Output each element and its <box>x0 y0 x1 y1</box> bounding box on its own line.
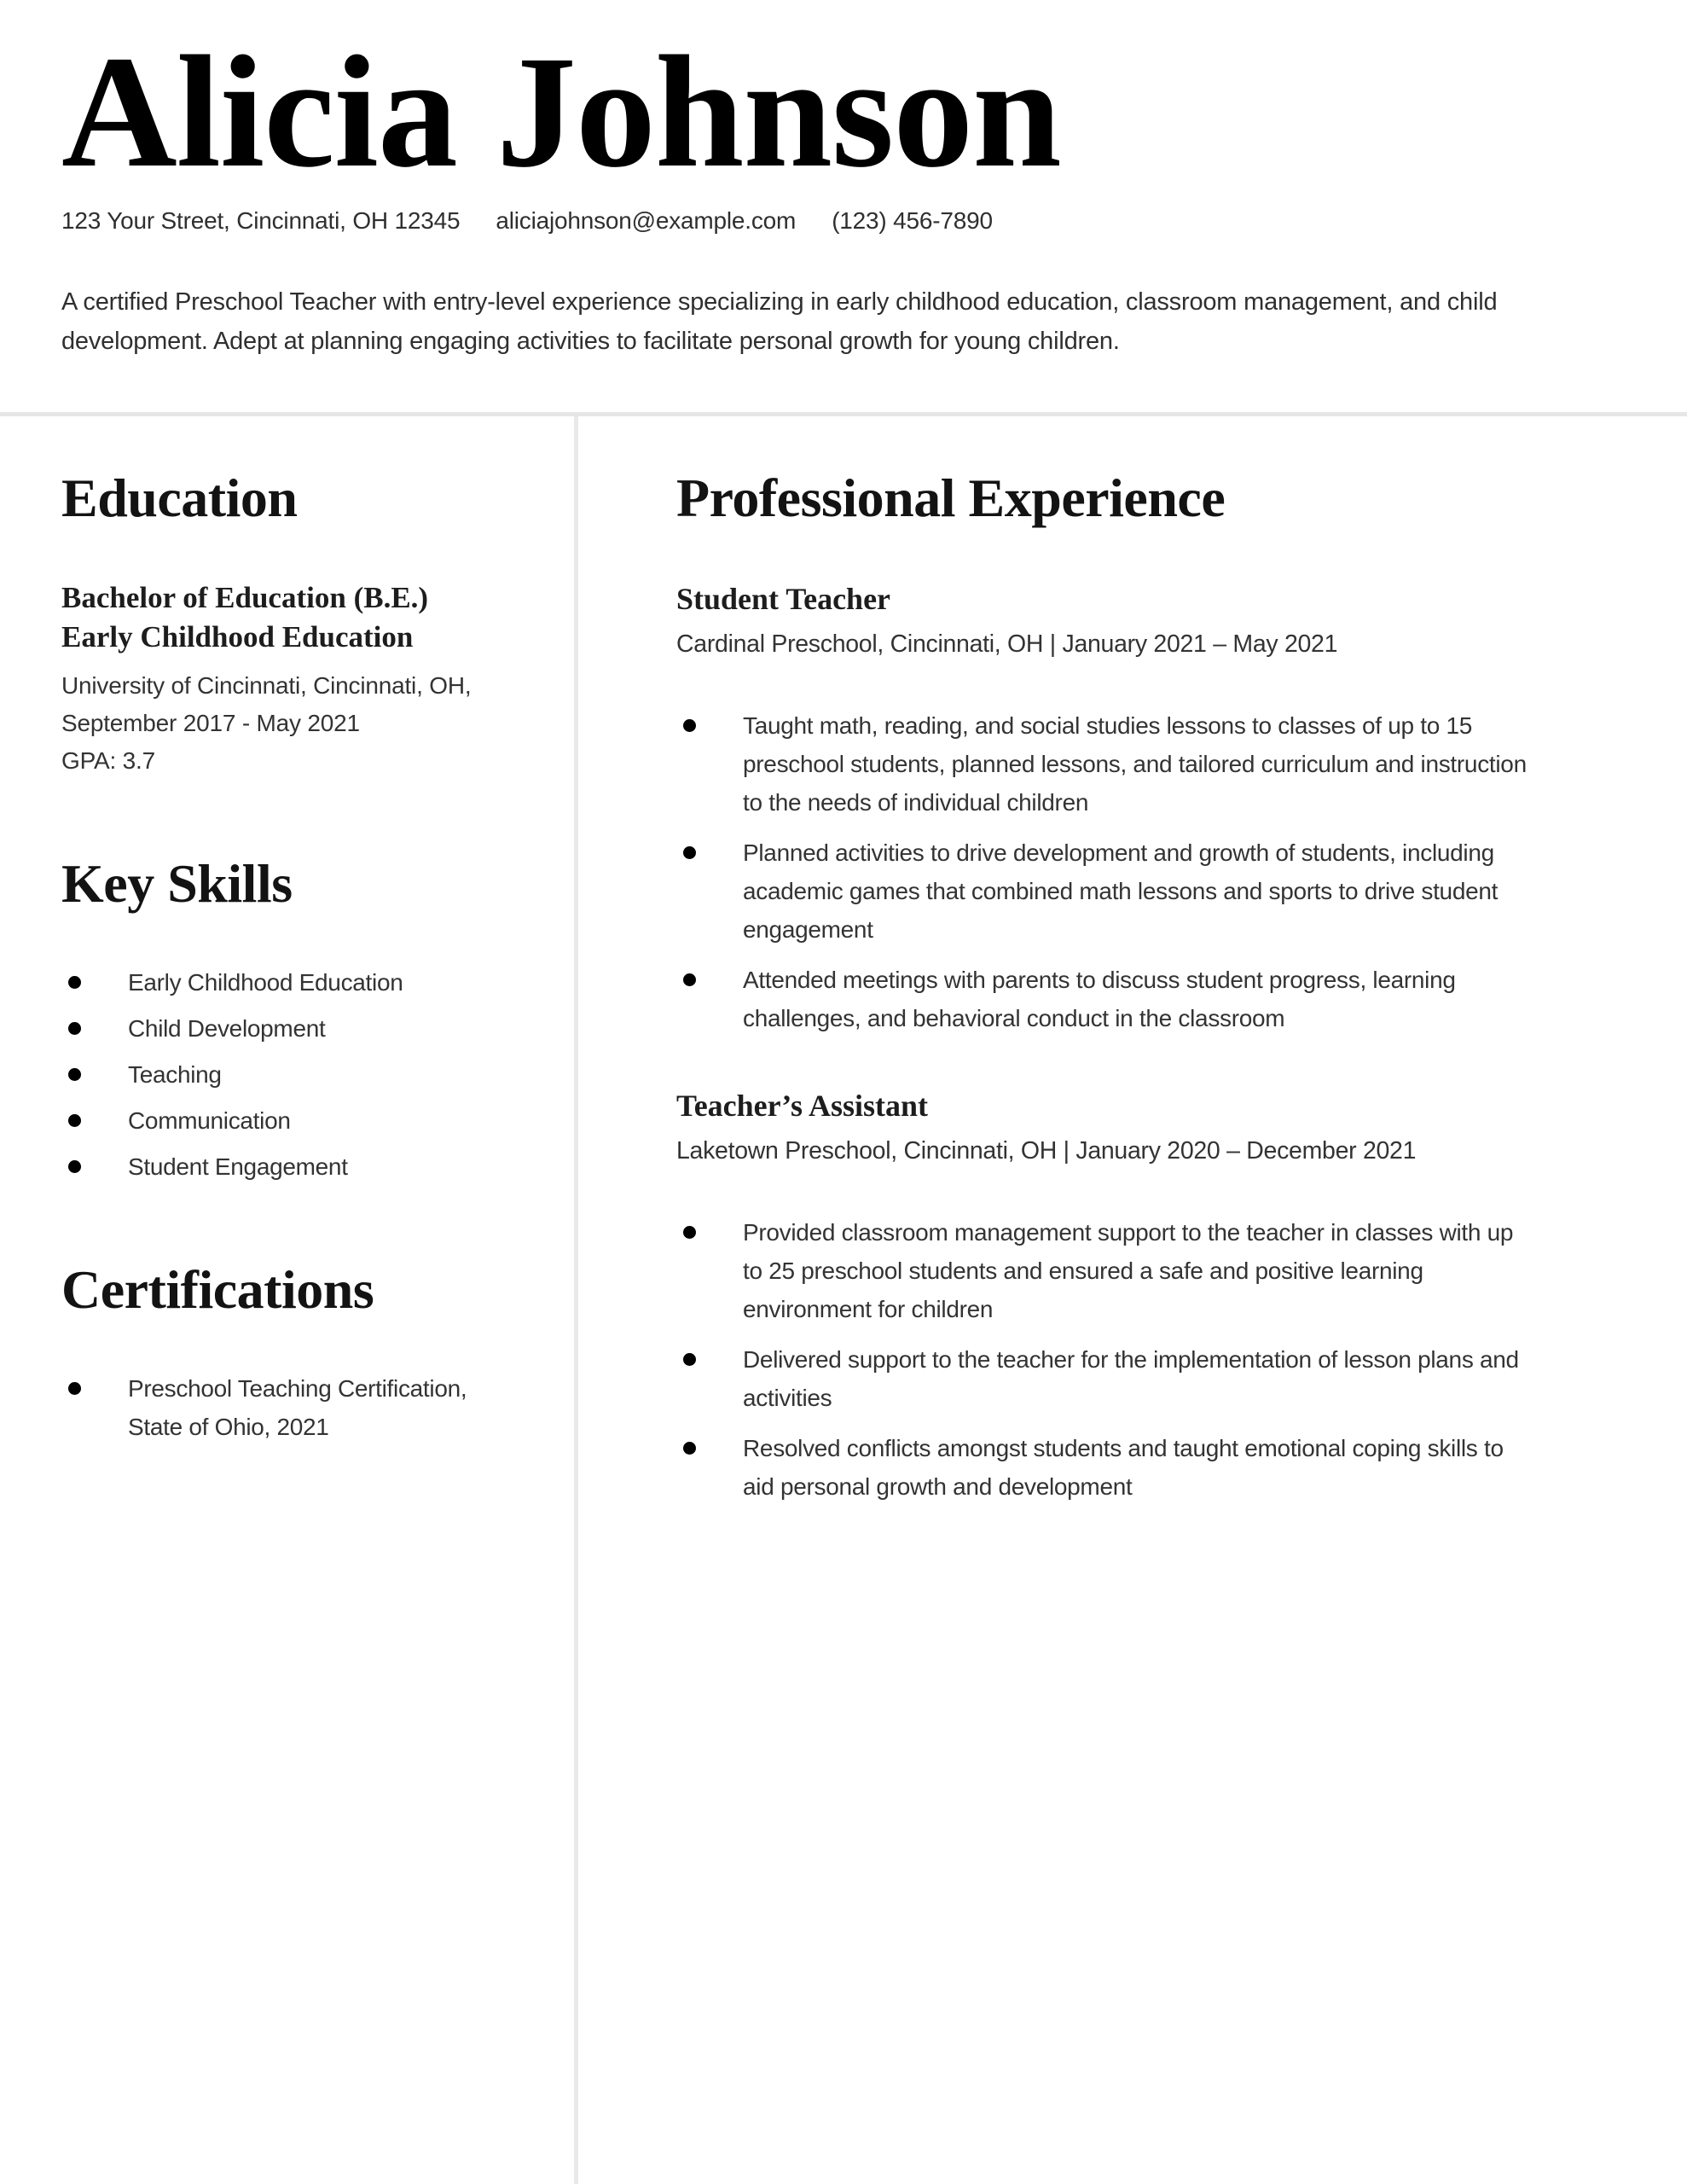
job-bullet-text: Taught math, reading, and social studies lessons to classes of up to 15 preschool students, planned lessons, and tailored curriculum and instruction to the needs of individual children <box>743 712 1527 816</box>
bullet-icon <box>683 1226 696 1239</box>
job-bullet-list <box>676 706 1619 1037</box>
job-bullet <box>676 1340 1619 1417</box>
bullet-icon <box>683 973 696 986</box>
bullet-icon <box>68 976 81 989</box>
job-entry <box>676 580 1619 1037</box>
job-bullet <box>676 1429 1619 1506</box>
education-heading: Education <box>61 467 298 528</box>
job-meta: Cardinal Preschool, Cincinnati, OH | January 2021 – May 2021 <box>676 630 1338 659</box>
candidate-name: Alicia Johnson <box>61 22 1061 200</box>
certifications-list <box>61 1369 526 1446</box>
skill-label: Child Development <box>128 1015 326 1043</box>
contact-phone: (123) 456-7890 <box>832 206 993 234</box>
job-entry <box>676 1087 1619 1506</box>
skill-label: Teaching <box>128 1061 222 1089</box>
certifications-heading: Certifications <box>61 1259 374 1321</box>
job-title: Student Teacher <box>676 582 891 617</box>
job-bullet-text: Attended meetings with parents to discuss student progress, learning challenges, and behavioral conduct in the classroom <box>743 967 1456 1032</box>
certification-label: Preschool Teaching Certification, State of Ohio, 2021 <box>128 1374 467 1440</box>
job-bullet-text: Provided classroom management support to the teacher in classes with up to 25 preschool students and ensured a safe and positive learning environment for children <box>743 1219 1514 1323</box>
bullet-icon <box>683 846 696 859</box>
bullet-icon <box>68 1382 81 1395</box>
bullet-icon <box>68 1022 81 1035</box>
education-section <box>61 466 526 781</box>
job-bullet <box>676 1213 1619 1328</box>
right-column <box>578 416 1687 2184</box>
skill-item <box>61 1147 526 1186</box>
contact-address: 123 Your Street, Cincinnati, OH 12345 <box>61 206 461 234</box>
bullet-icon <box>68 1068 81 1081</box>
job-bullet-text: Planned activities to drive development and growth of students, including academic games that combined math lessons and sports to drive student engagement <box>743 839 1499 944</box>
resume-header <box>0 0 1687 361</box>
two-column-body <box>0 412 1687 2184</box>
skill-item <box>61 963 526 1002</box>
professional-summary: A certified Preschool Teacher with entry-level experience specializing in early childhood education, classroom management, and child development. Adept at planning engaging activities to facilitate personal growth for young children. <box>61 288 1498 355</box>
skill-label: Communication <box>128 1107 291 1135</box>
job-title: Teacher’s Assistant <box>676 1089 928 1124</box>
job-bullet <box>676 834 1619 949</box>
education-dates: September 2017 - May 2021 <box>61 710 360 737</box>
key-skills-heading: Key Skills <box>61 853 293 915</box>
contact-line <box>61 206 1612 236</box>
bullet-icon <box>68 1114 81 1127</box>
job-meta: Laketown Preschool, Cincinnati, OH | January 2020 – December 2021 <box>676 1137 1417 1165</box>
job-bullet-text: Delivered support to the teacher for the implementation of lesson plans and activities <box>743 1346 1519 1412</box>
left-column <box>0 416 578 2184</box>
job-bullet-text: Resolved conflicts amongst students and taught emotional coping skills to aid personal growth and development <box>743 1435 1504 1501</box>
education-gpa: GPA: 3.7 <box>61 747 155 775</box>
education-school: University of Cincinnati, Cincinnati, OH, <box>61 672 472 700</box>
skill-item <box>61 1009 526 1048</box>
education-details <box>61 667 526 780</box>
skill-label: Student Engagement <box>128 1153 348 1181</box>
job-bullet-list <box>676 1213 1619 1506</box>
bullet-icon <box>683 1442 696 1455</box>
key-skills-list <box>61 963 526 1186</box>
education-entry <box>61 578 526 780</box>
experience-section <box>676 466 1619 1507</box>
skill-item <box>61 1055 526 1094</box>
contact-email: aliciajohnson@example.com <box>496 206 797 234</box>
bullet-icon <box>683 719 696 732</box>
experience-heading: Professional Experience <box>676 467 1226 528</box>
bullet-icon <box>683 1353 696 1366</box>
skill-item <box>61 1101 526 1140</box>
skill-label: Early Childhood Education <box>128 969 403 996</box>
job-bullet <box>676 961 1619 1037</box>
certification-item <box>61 1369 526 1446</box>
degree-major: Early Childhood Education <box>61 620 414 654</box>
bullet-icon <box>68 1160 81 1173</box>
degree-name: Bachelor of Education (B.E.) <box>61 581 429 615</box>
certifications-section <box>61 1258 526 1446</box>
key-skills-section <box>61 851 526 1186</box>
job-bullet <box>676 706 1619 822</box>
